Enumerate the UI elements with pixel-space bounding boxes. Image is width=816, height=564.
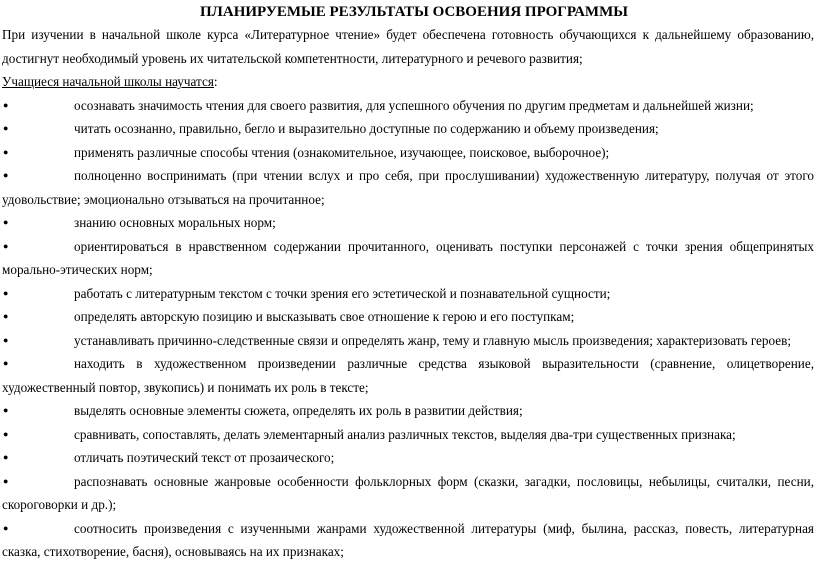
list-item-text: работать с литературным текстом с точки зрения его эстетической и познавательной сущности; bbox=[74, 285, 611, 301]
outcomes-list bbox=[2, 94, 814, 564]
bullet-icon: ● bbox=[3, 452, 9, 462]
bullet-icon: ● bbox=[3, 334, 9, 345]
bullet-icon: ● bbox=[3, 240, 9, 251]
list-item-text: определять авторскую позицию и высказывать свое отношение к герою и его поступкам; bbox=[74, 309, 575, 324]
bullet-icon: ● bbox=[3, 358, 9, 368]
lead-suffix: : bbox=[213, 74, 218, 89]
list-item bbox=[2, 329, 814, 353]
bullet-icon: ● bbox=[3, 217, 9, 227]
bullet-icon: ● bbox=[3, 287, 9, 298]
bullet-icon: ● bbox=[3, 146, 9, 157]
bullet-icon: ● bbox=[3, 522, 9, 533]
list-item-text: ориентироваться в нравственном содержании прочитанного, оценивать поступки персонажей с точки зрения общепринятых морально-этических норм; bbox=[2, 238, 814, 277]
list-item bbox=[2, 399, 814, 423]
bullet-icon: ● bbox=[3, 405, 9, 415]
list-item bbox=[2, 117, 814, 141]
lead-line bbox=[2, 70, 814, 94]
list-item-text: полноценно воспринимать (при чтении вслух и про себя, при прослушивании) художественную литературу, получая от этого удовольствие; эмоционально отзываться на прочитанное; bbox=[2, 168, 814, 207]
list-item bbox=[2, 305, 814, 329]
list-item-text: находить в художественном произведении различные средства языковой выразительности (сравнение, олицетворение, художественный повтор, звукопись) и понимать их роль в тексте; bbox=[2, 356, 814, 395]
lead-underlined-text: Учащиеся начальной школы научатся bbox=[2, 74, 214, 89]
list-item bbox=[2, 94, 814, 118]
list-item bbox=[2, 141, 814, 165]
bullet-icon: ● bbox=[3, 428, 9, 439]
list-item bbox=[2, 211, 814, 235]
list-item-text: осознавать значимость чтения для своего развития, для успешного обучения по другим предметам и дальнейшей жизни; bbox=[74, 97, 754, 113]
list-item-text: сравнивать, сопоставлять, делать элементарный анализ различных текстов, выделяя два-три существенных признака; bbox=[74, 426, 736, 442]
list-item-text: выделять основные элементы сюжета, определять их роль в развитии действия; bbox=[74, 403, 523, 418]
bullet-icon: ● bbox=[3, 99, 9, 110]
list-item bbox=[2, 446, 814, 470]
bullet-icon: ● bbox=[3, 123, 9, 133]
list-item-text: распознавать основные жанровые особенности фольклорных форм (сказки, загадки, пословицы, небылицы, считалки, песни, скороговорки и др.); bbox=[2, 473, 814, 512]
list-item-text: соотносить произведения с изученными жанрами художественной литературы (миф, былина, рассказ, повесть, литературная сказка, стихотворение, басня), основываясь на их признаках; bbox=[2, 520, 814, 559]
list-item-text: устанавливать причинно-следственные связи и определять жанр, тему и главную мысль произведения; характеризовать героев; bbox=[74, 332, 792, 348]
list-item bbox=[2, 352, 814, 399]
list-item bbox=[2, 164, 814, 211]
list-item bbox=[2, 470, 814, 517]
page-title: ПЛАНИРУЕМЫЕ РЕЗУЛЬТАТЫ ОСВОЕНИЯ ПРОГРАММЫ bbox=[200, 4, 628, 20]
list-item-text: отличать поэтический текст от прозаического; bbox=[74, 450, 335, 465]
intro-paragraph: При изучении в начальной школе курса «Литературное чтение» будет обеспечена готовность обучающихся к дальнейшему образованию, достигнут необходимый уровень их читательской компетентности, литературного и речевого развития; bbox=[2, 27, 814, 66]
list-item bbox=[2, 235, 814, 282]
list-item-text: применять различные способы чтения (ознакомительное, изучающее, поисковое, выборочное); bbox=[74, 144, 610, 160]
list-item-text: знанию основных моральных норм; bbox=[74, 215, 276, 230]
list-item bbox=[2, 517, 814, 564]
list-item bbox=[2, 282, 814, 306]
bullet-icon: ● bbox=[3, 311, 9, 321]
bullet-icon: ● bbox=[3, 475, 9, 486]
list-item-text: читать осознанно, правильно, бегло и выразительно доступные по содержанию и объему произведения; bbox=[74, 121, 659, 136]
list-item bbox=[2, 423, 814, 447]
bullet-icon: ● bbox=[3, 170, 9, 180]
